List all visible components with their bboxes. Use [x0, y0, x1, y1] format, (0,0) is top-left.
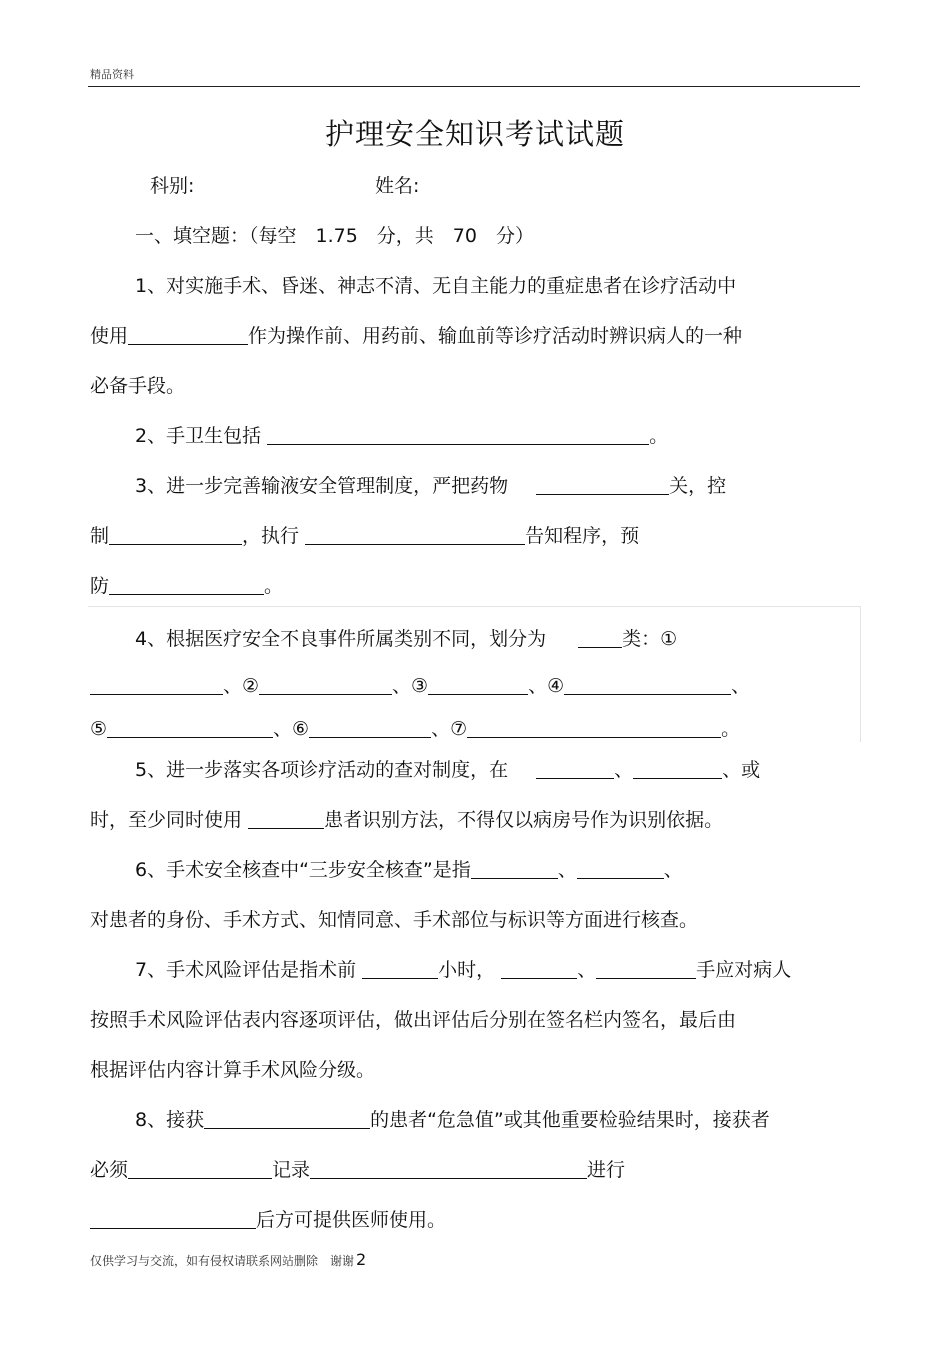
name-label: 姓名:: [375, 175, 420, 197]
q7-text: 7、手术风险评估是指术前: [135, 959, 357, 981]
q5-blank[interactable]: [248, 810, 324, 829]
q4-line3: [90, 714, 740, 741]
q8-blank[interactable]: [128, 1160, 272, 1179]
q8-text: 进行: [587, 1159, 626, 1181]
q4-text: 类：①: [622, 628, 678, 650]
q5-text: 5、进一步落实各项诊疗活动的查对制度，在: [135, 759, 509, 781]
q1-line2: [90, 321, 742, 348]
q4-text: 、⑦: [431, 718, 468, 740]
q4-blank[interactable]: [467, 719, 721, 738]
q3-line1: [135, 471, 726, 498]
q4-text: 、②: [223, 675, 260, 697]
q3-text: 告知程序，预: [525, 525, 640, 547]
q6-text: 、: [557, 859, 577, 881]
q4-line1: [135, 624, 677, 651]
q4-blank[interactable]: [107, 719, 273, 738]
q1-text: 使用: [90, 325, 129, 347]
q4-blank[interactable]: [309, 719, 431, 738]
q8-text: 8、接获: [135, 1109, 205, 1131]
q5-text: 、: [614, 759, 634, 781]
q8-blank[interactable]: [204, 1110, 370, 1129]
q8-line3: [90, 1205, 446, 1232]
q7-line1: [135, 955, 791, 982]
q3-text: 。: [264, 575, 284, 597]
q2-line1: [135, 421, 668, 448]
q3-text: 关，控: [669, 475, 727, 497]
q7-line3: 根据评估内容计算手术风险分级。: [90, 1059, 376, 1081]
header-label: 精品资料: [90, 68, 134, 81]
dept-label: 科别:: [150, 175, 195, 197]
q3-text: 3、进一步完善输液安全管理制度，严把药物: [135, 475, 509, 497]
q2-text: 2、手卫生包括: [135, 425, 262, 447]
page-number: 2: [356, 1250, 367, 1269]
q3-text: 制: [90, 525, 110, 547]
q2-text: 。: [649, 425, 669, 447]
q6-blank[interactable]: [577, 860, 664, 879]
q3-text: ，执行: [242, 525, 300, 547]
q3-text: 防: [90, 575, 110, 597]
q4-text: 。: [721, 718, 741, 740]
q5-text: 、或: [722, 759, 761, 781]
q7-text: 手应对病人: [696, 959, 792, 981]
q6-line1: [135, 855, 683, 882]
q8-blank[interactable]: [90, 1210, 256, 1229]
q4-text: ⑤: [90, 718, 108, 740]
footer: [90, 1250, 366, 1269]
q4-line2: [90, 671, 750, 698]
q3-blank[interactable]: [109, 576, 264, 595]
q3-line3: [90, 571, 283, 598]
q4-text: 、⑥: [273, 718, 310, 740]
q6-text: 6、手术安全核查中“三步安全核查”是指: [135, 859, 471, 881]
q5-blank[interactable]: [536, 760, 614, 779]
q3-line2: [90, 521, 639, 548]
q8-text: 的患者“危急值”或其他重要检验结果时，接获者: [370, 1109, 770, 1131]
q4-blank[interactable]: [90, 676, 223, 695]
q3-blank[interactable]: [109, 526, 242, 545]
q7-blank[interactable]: [596, 960, 696, 979]
q4-blank[interactable]: [578, 629, 622, 648]
q4-text: 4、根据医疗安全不良事件所属类别不同，划分为: [135, 628, 547, 650]
q8-text: 必须: [90, 1159, 129, 1181]
section-heading: 一、填空题：（每空 1.75 分，共 70 分）: [135, 225, 534, 247]
q7-text: 小时，: [438, 959, 496, 981]
q8-blank[interactable]: [310, 1160, 587, 1179]
q4-blank[interactable]: [564, 676, 731, 695]
q4-text: 、③: [392, 675, 429, 697]
header-divider: [88, 86, 860, 87]
q8-line2: [90, 1155, 625, 1182]
q8-text: 记录: [272, 1159, 311, 1181]
q7-blank[interactable]: [362, 960, 438, 979]
q1-line1: 1、对实施手术、昏迷、神志不清、无自主能力的重症患者在诊疗活动中: [135, 275, 737, 297]
footer-text: 仅供学习与交流，如有侵权请联系网站删除 谢谢: [90, 1254, 355, 1268]
q5-text: 患者识别方法，不得仅以病房号作为识别依据。: [324, 809, 724, 831]
q6-blank[interactable]: [471, 860, 558, 879]
q1-text: 作为操作前、用药前、输血前等诊疗活动时辨识病人的一种: [248, 325, 743, 347]
q4-blank[interactable]: [259, 676, 392, 695]
q4-text: 、④: [528, 675, 565, 697]
q3-blank[interactable]: [536, 476, 669, 495]
q4-text: 、: [731, 675, 751, 697]
page-title: 护理安全知识考试试题: [324, 117, 625, 151]
q5-text: 时，至少同时使用: [90, 809, 243, 831]
q4-blank[interactable]: [428, 676, 528, 695]
q5-line2: [90, 805, 723, 832]
q7-line2: 按照手术风险评估表内容逐项评估，做出评估后分别在签名栏内签名，最后由: [90, 1009, 737, 1031]
q8-text: 后方可提供医师使用。: [256, 1209, 447, 1231]
q6-line2: 对患者的身份、手术方式、知情同意、手术部位与标识等方面进行核查。: [90, 909, 699, 931]
q3-blank[interactable]: [305, 526, 525, 545]
q1-line3: 必备手段。: [90, 375, 186, 397]
q6-text: 、: [663, 859, 683, 881]
q7-text: 、: [577, 959, 597, 981]
q1-blank[interactable]: [128, 326, 248, 345]
q8-line1: [135, 1105, 770, 1132]
q2-blank[interactable]: [267, 426, 649, 445]
q7-blank[interactable]: [501, 960, 577, 979]
q5-blank[interactable]: [633, 760, 722, 779]
q5-line1: [135, 755, 760, 782]
